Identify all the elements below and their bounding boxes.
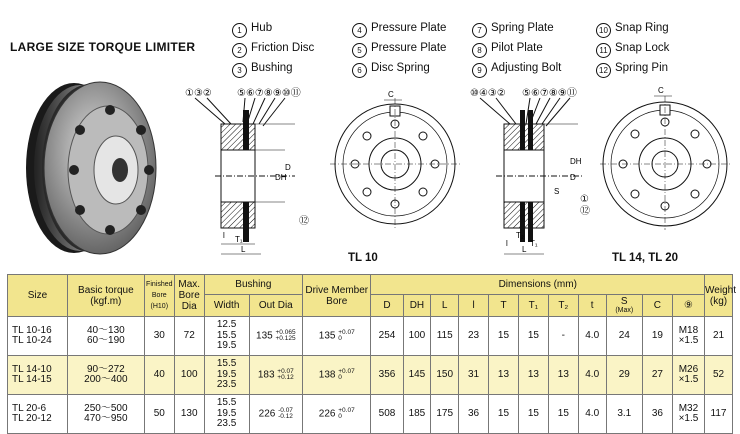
table-cell: M18 ×1.5 — [672, 317, 704, 356]
table-cell: 115 — [431, 317, 459, 356]
header-s: S (Max) — [606, 295, 642, 317]
legend-item: 3 Bushing — [232, 58, 314, 78]
table-cell: 226 +0.07 0 — [303, 395, 371, 434]
table-cell: 15.5 19.5 23.5 — [204, 395, 249, 434]
callout-number: 11 — [596, 43, 611, 58]
callout-number: 6 — [352, 63, 367, 78]
table-cell: 185 — [403, 395, 431, 434]
header-l: L — [431, 295, 459, 317]
table-cell: 150 — [431, 356, 459, 395]
dimension-label: D — [570, 173, 576, 182]
legend-item: 6 Disc Spring — [352, 58, 446, 78]
table-cell: 90～272 200～400 — [67, 356, 144, 395]
table-cell: 250～500 470～950 — [67, 395, 144, 434]
table-cell: 31 — [459, 356, 489, 395]
callout-number: 2 — [232, 43, 247, 58]
table-cell: TL 10-16 TL 10-24 — [8, 317, 68, 356]
header-weight: Weight (kg) — [705, 275, 733, 317]
table-cell: 13 — [518, 356, 548, 395]
legend-item: 7 Spring Plate — [472, 18, 561, 38]
table-cell: TL 14-10 TL 14-15 — [8, 356, 68, 395]
table-cell: 175 — [431, 395, 459, 434]
table-cell: 36 — [642, 395, 672, 434]
header-t: T — [489, 295, 519, 317]
dimension-label: D — [285, 163, 291, 172]
table-cell: 24 — [606, 317, 642, 356]
table-cell: 19 — [642, 317, 672, 356]
dimension-label: L — [241, 245, 246, 254]
table-cell: 508 — [371, 395, 403, 434]
table-cell: 15 — [548, 395, 578, 434]
table-cell: 15 — [518, 317, 548, 356]
legend-item: 4 Pressure Plate — [352, 18, 446, 38]
callout-text: ⑫ — [580, 206, 590, 217]
dimension-label: l — [506, 239, 508, 248]
table-cell: 130 — [174, 395, 204, 434]
table-cell: 183 +0.07 +0.12 — [249, 356, 302, 395]
table-cell: 254 — [371, 317, 403, 356]
header-max-bore: Max. Bore Dia — [174, 275, 204, 317]
callout-number: 12 — [596, 63, 611, 78]
callout-number: 8 — [472, 43, 487, 58]
spec-table — [7, 274, 736, 434]
table-cell: 100 — [174, 356, 204, 395]
table-row — [8, 356, 733, 395]
caption-tl10: TL 10 — [348, 252, 378, 264]
callout-number: 10 — [596, 23, 611, 38]
table-cell: 4.0 — [578, 317, 606, 356]
parts-legend — [352, 18, 446, 78]
header-width: Width — [204, 295, 249, 317]
callout-text: ⑤⑥⑦⑧⑨⑩⑪ — [237, 88, 301, 99]
table-cell: 15.5 19.5 23.5 — [204, 356, 249, 395]
table-cell: 40～130 60～190 — [67, 317, 144, 356]
callout-number: 4 — [352, 23, 367, 38]
table-cell: 15 — [489, 395, 519, 434]
legend-item: 5 Pressure Plate — [352, 38, 446, 58]
table-cell: 13 — [489, 356, 519, 395]
table-cell: 23 — [459, 317, 489, 356]
legend-item: 1 Hub — [232, 18, 314, 38]
header-t-small: t — [578, 295, 606, 317]
table-cell: 36 — [459, 395, 489, 434]
table-cell: 72 — [174, 317, 204, 356]
callout-number: 1 — [232, 23, 247, 38]
table-cell: TL 20-6 TL 20-12 — [8, 395, 68, 434]
header-d: D — [371, 295, 403, 317]
dimension-label: l — [223, 231, 225, 240]
header-t1: T₁ — [518, 295, 548, 317]
dimension-label: S — [554, 187, 560, 196]
callout-number: 9 — [472, 63, 487, 78]
table-cell: 15 — [518, 395, 548, 434]
table-cell: 50 — [144, 395, 174, 434]
header-drive-member: Drive Member Bore — [303, 275, 371, 317]
dimension-label: DH — [570, 157, 582, 166]
header-dimensions: Dimensions (mm) — [371, 275, 705, 295]
table-cell: 4.0 — [578, 356, 606, 395]
table-row — [8, 395, 733, 434]
dimension-label: C — [388, 90, 394, 99]
table-cell: - — [548, 317, 578, 356]
legend-item: 9 Adjusting Bolt — [472, 58, 561, 78]
header-c: C — [642, 295, 672, 317]
legend-item: 8 Pilot Plate — [472, 38, 561, 58]
header-size: Size — [8, 275, 68, 317]
legend-item: 10 Snap Ring — [596, 18, 669, 38]
table-cell: 138 +0.07 0 — [303, 356, 371, 395]
header-bushing: Bushing — [204, 275, 302, 295]
table-cell: 15 — [489, 317, 519, 356]
callout-number: 5 — [352, 43, 367, 58]
tl14-front-view — [600, 84, 730, 230]
table-cell: 12.5 15.5 19.5 — [204, 317, 249, 356]
header-l-small: l — [459, 295, 489, 317]
tl10-front-view — [330, 88, 460, 230]
table-cell: M32 ×1.5 — [672, 395, 704, 434]
table-cell: 356 — [371, 356, 403, 395]
table-cell: 29 — [606, 356, 642, 395]
callout-text: ⑤⑥⑦⑧⑨⑪ — [522, 88, 577, 99]
table-cell: M26 ×1.5 — [672, 356, 704, 395]
product-photo — [14, 70, 164, 260]
table-cell: 4.0 — [578, 395, 606, 434]
table-cell: 3.1 — [606, 395, 642, 434]
dimension-label: T₁ — [235, 235, 243, 244]
parts-legend — [472, 18, 561, 78]
parts-legend — [232, 18, 314, 78]
header-finished-bore: Finished Bore (H10) — [144, 275, 174, 317]
dimension-label: T₁ — [530, 239, 538, 248]
table-cell: 135 +0.065 +0.125 — [249, 317, 302, 356]
page-title: LARGE SIZE TORQUE LIMITER — [10, 40, 196, 54]
legend-item: 12 Spring Pin — [596, 58, 669, 78]
table-cell: 27 — [642, 356, 672, 395]
callout-number: 7 — [472, 23, 487, 38]
table-cell: 135 +0.07 0 — [303, 317, 371, 356]
dimension-label: T₂ — [516, 231, 524, 240]
table-cell: 13 — [548, 356, 578, 395]
header-dh: DH — [403, 295, 431, 317]
callout-text: ①③② — [185, 88, 212, 99]
table-cell: 52 — [705, 356, 733, 395]
dimension-label: L — [522, 245, 527, 254]
tl10-section-drawing — [185, 84, 315, 260]
header-out-dia: Out Dia — [249, 295, 302, 317]
table-cell: 226 -0.07 -0.12 — [249, 395, 302, 434]
tl14-section-drawing — [470, 84, 600, 260]
legend-item: 11 Snap Lock — [596, 38, 669, 58]
header-t2: T₂ — [548, 295, 578, 317]
table-cell: 30 — [144, 317, 174, 356]
callout-text: ⑫ — [299, 216, 309, 227]
parts-legend — [596, 18, 669, 78]
callout-number: 3 — [232, 63, 247, 78]
caption-tl14-tl20: TL 14, TL 20 — [612, 252, 679, 264]
header-bolt: ⑨ — [672, 295, 704, 317]
dimension-label: C — [658, 86, 664, 95]
table-cell: 100 — [403, 317, 431, 356]
table-cell: 117 — [705, 395, 733, 434]
legend-item: 2 Friction Disc — [232, 38, 314, 58]
table-cell: 21 — [705, 317, 733, 356]
callout-text: ① — [580, 194, 589, 205]
table-cell: 40 — [144, 356, 174, 395]
header-basic-torque: Basic torque (kgf.m) — [67, 275, 144, 317]
callout-text: ⑩④③② — [470, 88, 506, 99]
table-row — [8, 317, 733, 356]
table-cell: 145 — [403, 356, 431, 395]
dimension-label: DH — [275, 173, 287, 182]
